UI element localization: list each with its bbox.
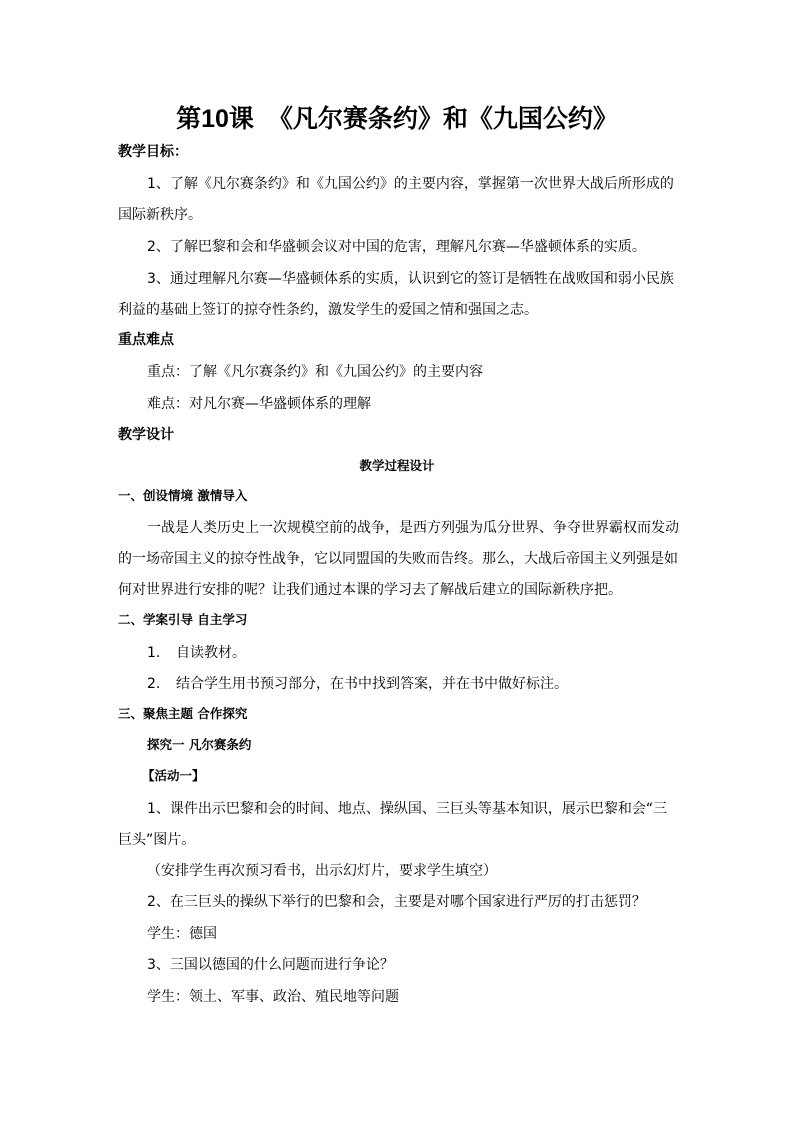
section-2-item-1-number: 1. (147, 645, 161, 661)
section-3-heading: 三、聚焦主题 合作探究 (118, 706, 248, 721)
objective-2: 2、了解巴黎和会和华盛顿会议对中国的危害，理解凡尔赛—华盛顿体系的实质。 (147, 239, 646, 255)
key-points-heading: 重点难点 (118, 332, 174, 348)
objectives-heading: 教学目标： (118, 144, 188, 160)
answer-2: 学生：德国 (147, 926, 217, 942)
section-2-item-2-number: 2. (147, 676, 161, 692)
section-1-line-1: 一战是人类历史上一次规模空前的战争，是西方列强为瓜分世界、争夺世界霸权而发动 (147, 520, 679, 536)
section-1-line-2: 的一场帝国主义的掠夺性战争，它以同盟国的失败而告终。那么，大战后帝国主义列强是如 (118, 551, 678, 567)
objective-3-line-1: 3、通过理解凡尔赛—华盛顿体系的实质，认识到它的签订是牺牲在战败国和弱小民族 (147, 271, 674, 287)
activity-1-heading: 【活动一】 (142, 768, 205, 783)
teacher-note: （安排学生再次预习看书，出示幻灯片，要求学生填空） (147, 863, 497, 879)
question-2: 2、在三巨头的操纵下举行的巴黎和会，主要是对哪个国家进行严厉的打击惩罚？ (147, 894, 646, 910)
key-point: 重点：了解《凡尔赛条约》和《九国公约》的主要内容 (147, 364, 483, 380)
lesson-title (0, 106, 794, 132)
answer-3: 学生：领土、军事、政治、殖民地等问题 (147, 989, 399, 1005)
question-3: 3、三国以德国的什么问题而进行争论？ (147, 957, 394, 973)
section-1-line-3: 何对世界进行安排的呢？让我们通过本课的学习去了解战后建立的国际新秩序把。 (118, 582, 622, 598)
section-1-heading: 一、创设情境 激情导入 (118, 488, 248, 503)
question-1-line-2: 巨头”图片。 (118, 832, 196, 848)
process-title: 教学过程设计 (359, 458, 435, 473)
objective-1-line-1: 1、了解《凡尔赛条约》和《九国公约》的主要内容，掌握第一次世界大战后所形成的 (147, 176, 674, 192)
section-2-item-1-text: 自读教材。 (176, 645, 246, 661)
difficult-point: 难点：对凡尔赛—华盛顿体系的理解 (147, 396, 371, 412)
design-heading: 教学设计 (118, 427, 174, 443)
section-2-heading: 二、学案引导 自主学习 (118, 612, 248, 627)
section-2-item-2-text: 结合学生用书预习部分，在书中找到答案，并在书中做好标注。 (176, 676, 568, 692)
explore-1-heading: 探究一 凡尔赛条约 (147, 737, 252, 752)
objective-1-line-2: 国际新秩序。 (118, 207, 202, 223)
lesson-number: 第10课 (176, 105, 254, 133)
objective-3-line-2: 利益的基础上签订的掠夺性条约，激发学生的爱国之情和强国之志。 (118, 302, 538, 318)
question-1-line-1: 1、课件出示巴黎和会的时间、地点、操纵国、三巨头等基本知识，展示巴黎和会“三 (147, 801, 668, 817)
lesson-title-text: 《凡尔赛条约》和《九国公约》 (267, 104, 618, 133)
